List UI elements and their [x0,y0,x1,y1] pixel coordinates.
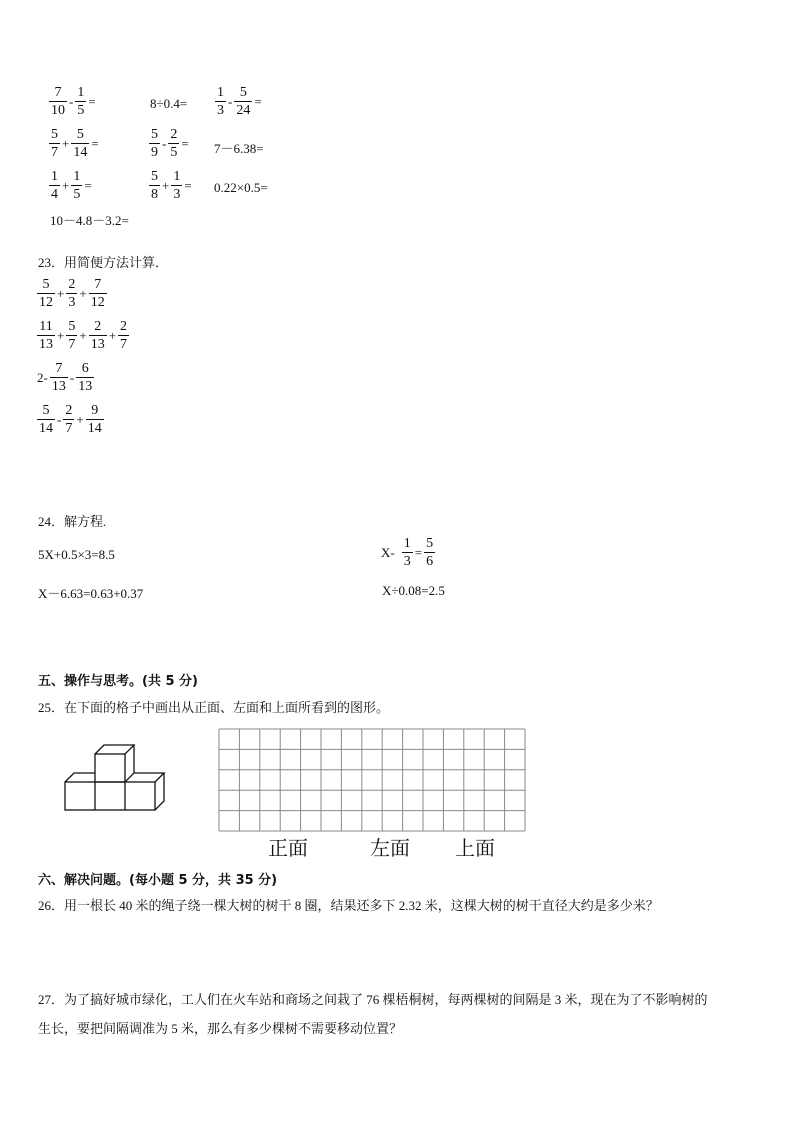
section6-heading: 六、解决问题。(每小题 5 分，共 35 分) [38,873,278,888]
q23-item-2: $\frac{11}{13}$ + $\frac{5}{7}$ + $\frac{2}{13}$ + $\frac{2}{7}$ [39,319,128,352]
q25-text: 25．在下面的格子中画出从正面、左面和上面所看到的图形。 [38,700,390,715]
q23-item-3: 2- $\frac{7}{13}$ - $\frac{6}{13}$ [37,361,93,394]
label-top-view: 上面 [455,836,495,860]
calc-r3-c: 0.22×0.5= [214,180,268,195]
calc-r2-b: $\frac{5}{9}$ - $\frac{2}{5}$ = [151,127,189,160]
calc-r3-b: $\frac{5}{8}$ + $\frac{1}{3}$ = [151,169,192,202]
q27-line2: 生长，要把间隔调准为 5 米，那么有多少棵树不需要移动位置？ [38,1021,403,1036]
drawing-grid[interactable] [218,728,526,832]
calc-r1-c: $\frac{1}{3}$ - $\frac{5}{24}$ = [217,85,262,118]
q24-eq2: X- $\frac{1}{3}$ = $\frac{5}{6}$ [381,536,434,569]
calc-r1-a: $\frac{7}{10}$ - $\frac{1}{5}$ = [51,85,96,118]
calc-r3-a: $\frac{1}{4}$ + $\frac{1}{5}$ = [51,169,92,202]
q24-eq3: X－6.63=0.63+0.37 [38,586,144,601]
calc-r2-c: 7－6.38= [214,141,264,156]
q23-item-4: $\frac{5}{14}$ - $\frac{2}{7}$ + $\frac{9}{14}$ [39,403,102,436]
label-left-view: 左面 [370,836,410,860]
calc-r2-a: $\frac{5}{7}$ + $\frac{5}{14}$ = [51,127,99,160]
q24-eq4: X÷0.08=2.5 [382,583,445,598]
label-front-view: 正面 [268,836,308,860]
q23-title: 23．用简便方法计算． [38,255,169,270]
q24-eq1: 5X+0.5×3=8.5 [38,547,115,562]
calc-last: 10－4.8－3.2= [50,213,129,228]
q23-item-1: $\frac{5}{12}$ + $\frac{2}{3}$ + $\frac{7}{12}$ [39,277,105,310]
q26-text: 26．用一根长 40 米的绳子绕一棵大树的树干 8 圈，结果还多下 2.32 米，这棵大树的树干直径大约是多少米？ [38,898,659,913]
q27-line1: 27．为了搞好城市绿化，工人们在火车站和商场之间栽了 76 棵梧桐树，每两棵树的间隔是 3 米，现在为了不影响树的 [38,992,708,1007]
calc-r1-b: 8÷0.4= [150,96,188,111]
cube-figure [60,740,170,812]
section5-heading: 五、操作与思考。(共 5 分) [38,674,198,689]
q24-title: 24．解方程. [38,514,107,529]
